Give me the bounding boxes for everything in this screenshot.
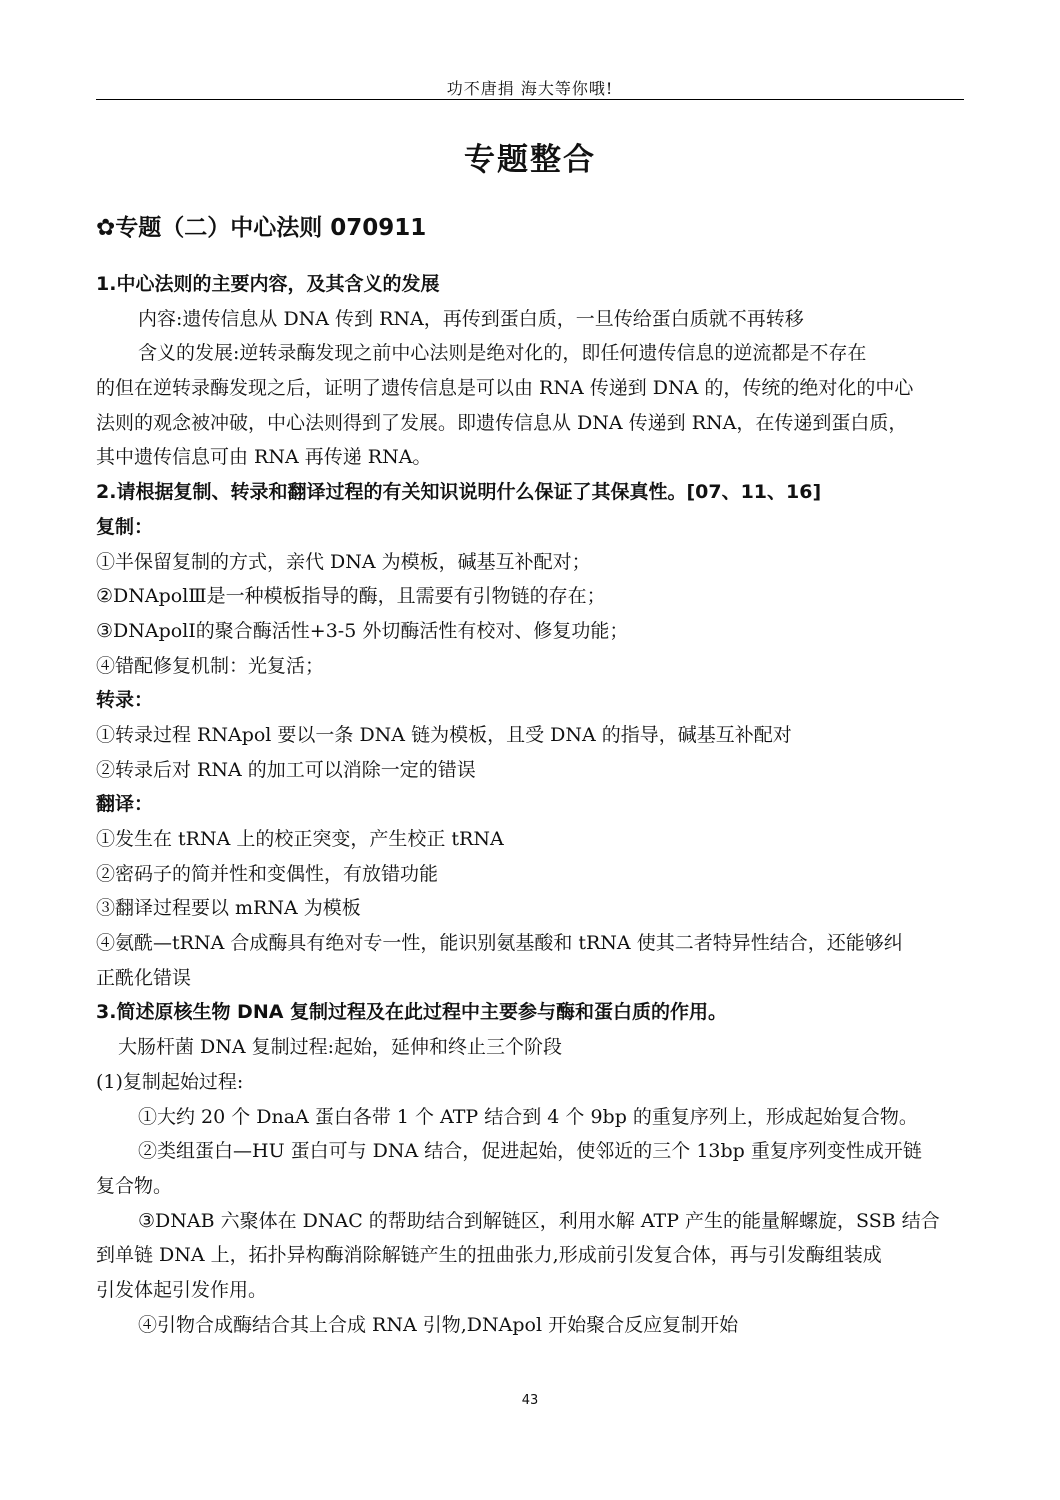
- text-line: 法则的观念被冲破，中心法则得到了发展。即遗传信息从 DNA 传递到 RNA，在传递到蛋白质，: [96, 411, 908, 434]
- text-line: 引发体起引发作用。: [96, 1278, 268, 1301]
- text-line: ②密码子的简并性和变偶性，有放错功能: [96, 862, 439, 885]
- text-line: ②类组蛋白—HU 蛋白可与 DNA 结合，促进起始，使邻近的三个 13bp 重复序列变性成开链: [138, 1140, 922, 1163]
- section-heading: ✿专题（二）中心法则 070911: [96, 215, 427, 241]
- question-heading-line: 1.中心法则的主要内容，及其含义的发展: [96, 273, 440, 295]
- text-line: 到单链 DNA 上，拓扑异构酶消除解链产生的扭曲张力,形成前引发复合体，再与引发酶组装成: [96, 1244, 882, 1267]
- text-line: ②转录后对 RNA 的加工可以消除一定的错误: [96, 758, 476, 781]
- text-line: ①半保留复制的方式，亲代 DNA 为模板，碱基互补配对；: [96, 550, 591, 573]
- question-heading-line: 复制：: [96, 515, 154, 538]
- text-line: (1)复制起始过程:: [96, 1070, 244, 1093]
- page-header: 功不唐捐 海大等你哦!: [446, 79, 614, 98]
- text-line: ④错配修复机制：光复活；: [96, 654, 325, 677]
- text-line: 复合物。: [96, 1174, 173, 1197]
- text-line: 含义的发展:逆转录酶发现之前中心法则是绝对化的，即任何遗传信息的逆流都是不存在: [138, 342, 867, 365]
- text-line: 大肠杆菌 DNA 复制过程:起始，延伸和终止三个阶段: [118, 1036, 563, 1059]
- text-line: ③DNAB 六聚体在 DNAC 的帮助结合到解链区，利用水解 ATP 产生的能量解螺旋，SSB 结合: [138, 1209, 940, 1232]
- text-line: ①发生在 tRNA 上的校正突变，产生校正 tRNA: [96, 828, 504, 850]
- question-heading-line: 3.简述原核生物 DNA 复制过程及在此过程中主要参与酶和蛋白质的作用。: [96, 1001, 728, 1024]
- question-heading-line: 2.请根据复制、转录和翻译过程的有关知识说明什么保证了其保真性。[07、11、16]: [96, 481, 822, 504]
- text-line: ②DNApolⅢ是一种模板指导的酶，且需要有引物链的存在；: [96, 585, 606, 608]
- question-heading-line: 翻译：: [96, 793, 154, 816]
- header-divider: [96, 99, 964, 100]
- text-line: ③DNApolⅠ的聚合酶活性+3-5 外切酶活性有校对、修复功能；: [96, 619, 629, 642]
- question-heading-line: 转录：: [96, 689, 154, 712]
- text-line: 正酰化错误: [96, 966, 192, 989]
- page-number: 43: [521, 1393, 539, 1408]
- text-line: 内容:遗传信息从 DNA 传到 RNA，再传到蛋白质，一旦传给蛋白质就不再转移: [138, 307, 804, 330]
- page-title: 专题整合: [464, 142, 596, 178]
- text-line: 的但在逆转录酶发现之后，证明了遗传信息是可以由 RNA 传递到 DNA 的，传统的绝对化的中心: [96, 377, 914, 400]
- text-line: ①大约 20 个 DnaA 蛋白各带 1 个 ATP 结合到 4 个 9bp 的重复序列上，形成起始复合物。: [138, 1105, 918, 1128]
- text-line: ①转录过程 RNApol 要以一条 DNA 链为模板，且受 DNA 的指导，碱基互补配对: [96, 723, 792, 746]
- document-body: [96, 267, 964, 1342]
- text-line: 其中遗传信息可由 RNA 再传递 RNA。: [96, 446, 432, 469]
- text-line: ④引物合成酶结合其上合成 RNA 引物,DNApol 开始聚合反应复制开始: [138, 1313, 739, 1336]
- text-line: ④氨酰—tRNA 合成酶具有绝对专一性，能识别氨基酸和 tRNA 使其二者特异性结合，还能够纠: [96, 932, 903, 955]
- text-line: ③翻译过程要以 mRNA 为模板: [96, 897, 361, 920]
